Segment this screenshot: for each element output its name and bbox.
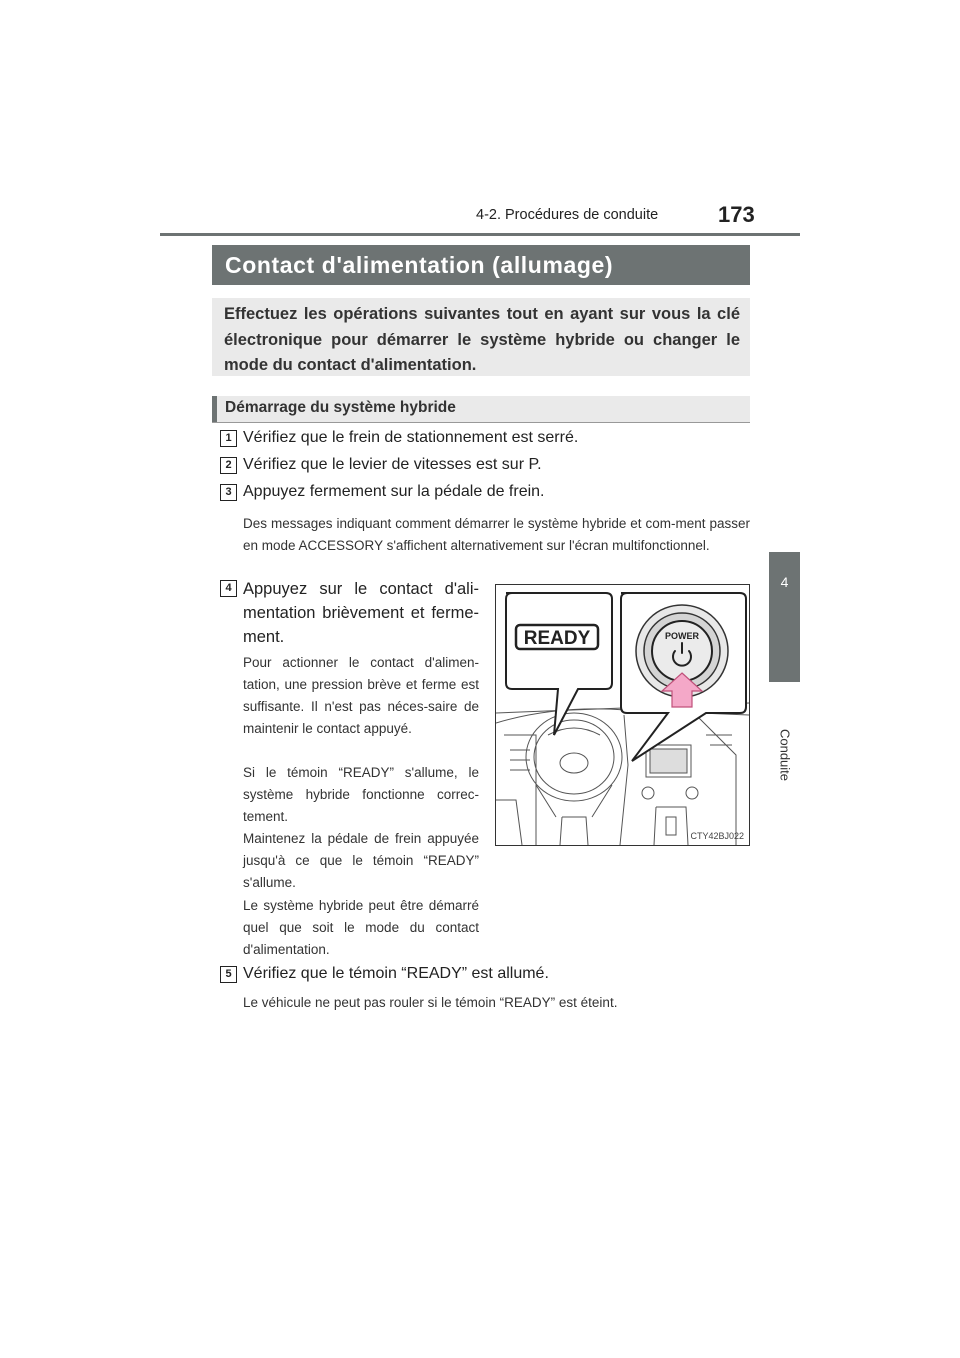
dashboard-illustration xyxy=(495,584,750,846)
subsection-bar xyxy=(212,396,750,422)
intro-text: Effectuez les opérations suivantes tout en ayant sur vous la clé électronique pour démarrer le système hybride ou changer le mode du contact d'alimentation. xyxy=(224,305,740,374)
section-label: 4-2. Procédures de conduite xyxy=(476,207,659,223)
step-note: Le système hybride peut être démarré quel que soit le mode du contact d'alimentation. xyxy=(243,898,479,957)
step-number: 5 xyxy=(220,966,237,983)
chapter-label: Conduite xyxy=(777,728,792,782)
step-note: Des messages indiquant comment démarrer le système hybride et com-ment passer en mode ACCESSORY s'affichent alternativement sur l'écran multifonctionnel. xyxy=(243,516,750,553)
step-note: Maintenez la pédale de frein appuyée jusqu'à ce que le témoin “READY” s'allume. xyxy=(243,831,479,890)
step-number: 2 xyxy=(220,457,237,474)
step-number: 3 xyxy=(220,484,237,501)
step-note: Si le témoin “READY” s'allume, le système hybride fonctionne correc-tement. xyxy=(243,765,479,824)
chapter-label-wrap xyxy=(769,700,800,810)
subsection-title: Démarrage du système hybride xyxy=(225,399,456,416)
chapter-number: 4 xyxy=(780,574,789,590)
step-text: Appuyez sur le contact d'ali-mentation brièvement et ferme-ment. xyxy=(243,580,479,646)
step-text: Vérifiez que le levier de vitesses est sur P. xyxy=(243,456,542,473)
header-divider xyxy=(160,233,800,236)
step-text: Appuyez fermement sur la pédale de frein. xyxy=(243,483,545,500)
step-text: Vérifiez que le frein de stationnement est serré. xyxy=(243,429,579,446)
chapter-tab xyxy=(769,552,800,682)
page-number: 173 xyxy=(718,202,755,227)
subsection-accent xyxy=(212,396,217,422)
page-title: Contact d'alimentation (allumage) xyxy=(225,252,614,278)
figure-code: CTY42BJ022 xyxy=(690,831,744,841)
step-number: 4 xyxy=(220,580,237,597)
step-text: Vérifiez que le témoin “READY” est allumé. xyxy=(243,965,549,982)
intro-box xyxy=(212,298,750,376)
power-label: POWER xyxy=(664,631,700,641)
title-bar xyxy=(212,245,750,285)
step-number: 1 xyxy=(220,430,237,447)
step-note: Le véhicule ne peut pas rouler si le témoin “READY” est éteint. xyxy=(243,995,618,1010)
subsection-rule xyxy=(212,422,750,423)
ready-label: READY xyxy=(523,628,591,649)
dashboard-drawing xyxy=(496,585,749,845)
step-note: Pour actionner le contact d'alimen-tation, une pression brève et ferme est suffisante. Il n'est pas néces-saire de maintenir le contact appuyé. xyxy=(243,655,479,736)
